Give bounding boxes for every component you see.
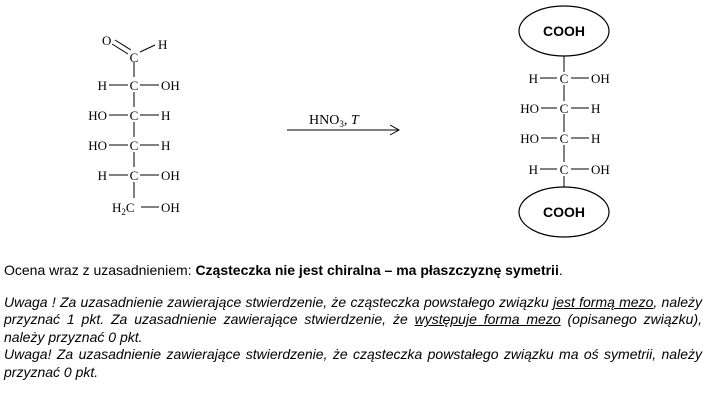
left-row2-left: HO (88, 108, 107, 123)
note1-underlined-jest-mezo: jest formą mezo (553, 293, 654, 310)
left-carbon-2: C (129, 78, 139, 93)
right-row2-right: H (591, 101, 601, 116)
reagent-temperature: T (350, 113, 359, 128)
left-row3-right: H (161, 138, 171, 153)
right-carbon-2: C (559, 101, 569, 116)
left-carbon-1: C (129, 50, 139, 65)
aldehyde-hydrogen: H (158, 37, 168, 52)
assessment-end: . (558, 262, 563, 278)
note1-part2: , należy przyznać 1 pkt. Za uzasadnienie zawierające stwierdzenie, że (4, 293, 702, 327)
left-row1-right: OH (161, 78, 180, 93)
right-carbon-1: C (559, 71, 569, 86)
left-carbon-5: C (129, 168, 139, 183)
note1-underlined-wystepuje-mezo: występuje forma mezo (414, 311, 561, 327)
right-row3-right: H (591, 131, 601, 146)
answer-text-block (4, 262, 702, 381)
right-molecule (519, 6, 610, 237)
assessment-line (4, 262, 702, 280)
ch2-h: H (112, 200, 122, 215)
note1-part3: (opisanego związku), należy przyznać 0 pkt. (4, 311, 703, 345)
ch2-subscript: 2 (121, 207, 126, 217)
left-row2-right: H (161, 108, 171, 123)
note-axis: Uwaga! Za uzasadnienie zawierające stwierdzenie, że cząsteczka powstałego związku ma oś symetrii, należy przyznać 0 pkt. (4, 346, 702, 380)
left-row4-right: OH (161, 168, 180, 183)
right-row4-left: H (528, 162, 538, 177)
reagent-subscript: 3 (339, 119, 344, 129)
reagent-label (309, 113, 360, 129)
right-row1-left: H (528, 71, 538, 86)
ch2-carbon: C (125, 200, 135, 215)
left-row4-left: H (97, 168, 107, 183)
ch2-group (112, 200, 135, 217)
ch2-hydroxyl: OH (161, 200, 180, 215)
left-row3-left: HO (88, 138, 107, 153)
right-carbon-3: C (559, 131, 569, 146)
reaction-arrow (287, 113, 399, 135)
assessment-answer: Cząsteczka nie jest chiralna – ma płaszczyznę symetrii (195, 262, 559, 278)
reagent-separator: , (343, 113, 351, 128)
right-row4-right: OH (591, 162, 610, 177)
left-molecule (88, 33, 180, 217)
left-carbon-4: C (129, 138, 139, 153)
bottom-cooh: COOH (543, 204, 585, 220)
right-row1-right: OH (591, 71, 610, 86)
right-row2-left: HO (520, 101, 539, 116)
left-carbon-3: C (129, 108, 139, 123)
note1-part1: Uwaga ! Za uzasadnienie zawierające stwierdzenie, że cząsteczka powstałego związku (4, 293, 554, 310)
right-carbon-4: C (559, 162, 569, 177)
aldehyde-oxygen: O (102, 33, 112, 48)
reagent-main: HNO (309, 113, 340, 128)
note-mezo (4, 294, 702, 347)
assessment-label: Ocena wraz z uzasadnieniem: (4, 262, 196, 278)
left-row1-left: H (97, 78, 107, 93)
right-row3-left: HO (520, 131, 539, 146)
top-cooh: COOH (543, 23, 585, 39)
